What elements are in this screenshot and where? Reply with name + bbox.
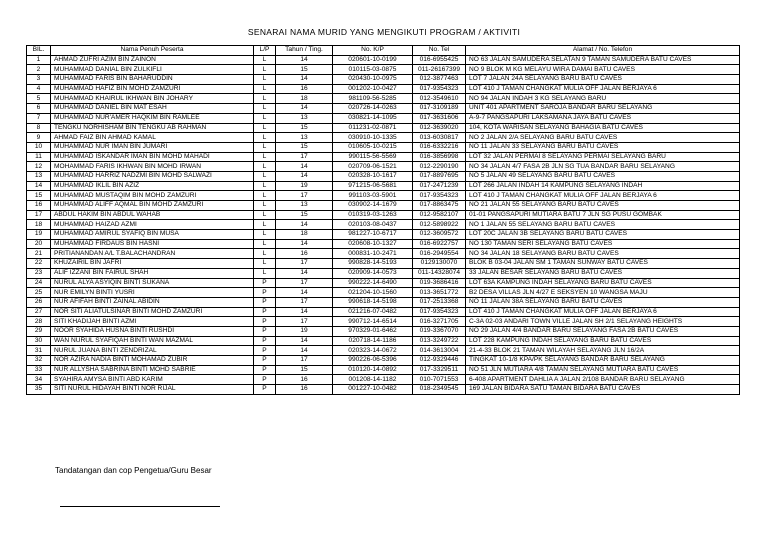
cell-ic-number: 001208-14-1182: [333, 375, 413, 385]
table-row: [27, 259, 740, 269]
cell-address: NO 11 JALAN 33 SELAYANG BARU BATU CAVES: [466, 142, 740, 152]
cell-bil: 13: [27, 171, 51, 181]
cell-year-form: 17: [276, 278, 333, 288]
cell-address: LOT 266 JALAN INDAH 14 KAMPUNG SELAYANG INDAH: [466, 181, 740, 191]
cell-phone: 016-2949554: [413, 249, 466, 259]
cell-phone: 016-6332216: [413, 142, 466, 152]
participant-table: [26, 45, 740, 395]
cell-year-form: 13: [276, 201, 333, 211]
cell-bil: 4: [27, 84, 51, 94]
cell-address: BLOK B 03-04 JALAN SM 1 TAMAN SUNWAY BATU CAVES: [466, 259, 740, 269]
cell-address: 01-01 PANGSAPURI MUTIARA BATU 7 JLN SG PUSU GOMBAK: [466, 210, 740, 220]
table-row: [27, 123, 740, 133]
cell-phone: 017-3329511: [413, 365, 466, 375]
cell-ic-number: 001227-10-0482: [333, 385, 413, 395]
table-row: [27, 55, 740, 65]
cell-address: UNIT 401 APARTMENT SAROJA BANDAR BARU SELAYANG: [466, 104, 740, 114]
cell-phone: 017-9354323: [413, 307, 466, 317]
cell-address: NO 34 JALAN 18 SELAYANG BARU BATU CAVES: [466, 249, 740, 259]
cell-gender: L: [254, 84, 276, 94]
table-row: [27, 326, 740, 336]
cell-phone: 016-3856998: [413, 152, 466, 162]
cell-address: NO 21 JALAN 55 SELAYANG BARU BATU CAVES: [466, 201, 740, 211]
cell-bil: 28: [27, 317, 51, 327]
cell-ic-number: 030821-14-1095: [333, 113, 413, 123]
cell-address: LOT 7 JALAN 24A SELAYANG BARU BATU CAVES: [466, 75, 740, 85]
cell-address: NO 94 JALAN INDAH 3 KG SELAYANG BARU: [466, 94, 740, 104]
table-row: [27, 152, 740, 162]
header-gender: L/P: [254, 46, 276, 56]
cell-full-name: MUHAMMAD NUR IMAN BIN JUMARI: [51, 142, 254, 152]
cell-year-form: 14: [276, 104, 333, 114]
cell-gender: L: [254, 162, 276, 172]
table-row: [27, 84, 740, 94]
cell-ic-number: 030902-14-1679: [333, 201, 413, 211]
cell-address: NO 5 JALAN 49 SELAYANG BARU BATU CAVES: [466, 171, 740, 181]
cell-address: NO 9 BLOK M KG MELAYU WIRA DAMAI BATU CAVES: [466, 65, 740, 75]
cell-ic-number: 020608-10-1327: [333, 239, 413, 249]
cell-address: LOT 20C JALAN 3B SELAYANG BARU BATU CAVES: [466, 230, 740, 240]
cell-phone: 018-2349545: [413, 385, 466, 395]
cell-bil: 23: [27, 268, 51, 278]
table-row: [27, 365, 740, 375]
table-row: [27, 230, 740, 240]
cell-full-name: MUHAMMAD DANIAL BIN ZULKIFLI: [51, 65, 254, 75]
cell-year-form: 17: [276, 191, 333, 201]
cell-bil: 17: [27, 210, 51, 220]
cell-gender: L: [254, 142, 276, 152]
cell-ic-number: 020718-14-1186: [333, 336, 413, 346]
cell-address: C-3A 02-03 ANDARI TOWN VILLE JALAN SH 2/1 SELAYANG HEIGHTS: [466, 317, 740, 327]
cell-ic-number: 010120-14-0892: [333, 365, 413, 375]
cell-gender: L: [254, 152, 276, 162]
cell-bil: 32: [27, 356, 51, 366]
cell-bil: 19: [27, 230, 51, 240]
cell-phone: 012-9329446: [413, 356, 466, 366]
cell-bil: 5: [27, 94, 51, 104]
cell-ic-number: 000831-10-2471: [333, 249, 413, 259]
cell-year-form: 14: [276, 288, 333, 298]
cell-phone: 011-26167399: [413, 65, 466, 75]
cell-full-name: KHUZAIRIL BIN JAFRI: [51, 259, 254, 269]
cell-phone: 012-5898922: [413, 220, 466, 230]
cell-phone: 012-3639020: [413, 123, 466, 133]
cell-bil: 16: [27, 201, 51, 211]
table-row: [27, 113, 740, 123]
cell-ic-number: 001202-10-0427: [333, 84, 413, 94]
table-row: [27, 307, 740, 317]
cell-full-name: NURUL JUANA BINTI ZENDRIZAL: [51, 346, 254, 356]
cell-ic-number: 020328-10-1617: [333, 171, 413, 181]
cell-address: NO 2 JALAN 2/A SELAYANG BARU BATU CAVES: [466, 133, 740, 143]
cell-year-form: 15: [276, 123, 333, 133]
table-row: [27, 191, 740, 201]
cell-address: B2 DESA VILLAS JLN 4/27 E SEKSYEN 10 WANGSA MAJU: [466, 288, 740, 298]
cell-bil: 33: [27, 365, 51, 375]
cell-gender: P: [254, 278, 276, 288]
cell-address: LOT 32 JALAN PERMAI 8 SELAYANG PERMAI SELAYANG BARU: [466, 152, 740, 162]
cell-bil: 30: [27, 336, 51, 346]
cell-year-form: 14: [276, 239, 333, 249]
cell-address: NO 11 JALAN 38A SELAYANG BARU BATU CAVES: [466, 297, 740, 307]
cell-full-name: MUHAMMAD FIRDAUS BIN HASNI: [51, 239, 254, 249]
cell-full-name: SITI KHADIJAH BINTI AZMI: [51, 317, 254, 327]
cell-year-form: 19: [276, 326, 333, 336]
cell-bil: 12: [27, 162, 51, 172]
cell-ic-number: 020430-10-0975: [333, 75, 413, 85]
cell-gender: L: [254, 259, 276, 269]
cell-address: 104, KOTA WARISAN SELAYANG BAHAGIA BATU CAVES: [466, 123, 740, 133]
cell-ic-number: 020601-10-0199: [333, 55, 413, 65]
cell-ic-number: 990222-14-6490: [333, 278, 413, 288]
cell-gender: P: [254, 385, 276, 395]
cell-address: NO 34 JALAN 4/7 FASA 2B JLN SG TUA BANDAR BARU SELAYANG: [466, 162, 740, 172]
cell-phone: 017-9354323: [413, 191, 466, 201]
cell-address: NO 1 JALAN 55 SELAYANG BARU BATU CAVES: [466, 220, 740, 230]
cell-ic-number: 021216-07-0482: [333, 307, 413, 317]
cell-ic-number: 020323-14-0672: [333, 346, 413, 356]
cell-full-name: AHMAD FAIZ BIN AHMAD KAMAL: [51, 133, 254, 143]
cell-bil: 27: [27, 307, 51, 317]
cell-phone: 012-9582107: [413, 210, 466, 220]
table-row: [27, 268, 740, 278]
table-row: [27, 220, 740, 230]
table-row: [27, 317, 740, 327]
table-row: [27, 171, 740, 181]
cell-ic-number: 981227-10-6717: [333, 230, 413, 240]
cell-gender: L: [254, 191, 276, 201]
cell-bil: 24: [27, 278, 51, 288]
cell-phone: 010-7071553: [413, 375, 466, 385]
cell-gender: P: [254, 307, 276, 317]
cell-full-name: ALIF IZZANI BIN FAIRUL SHAH: [51, 268, 254, 278]
cell-year-form: 14: [276, 220, 333, 230]
cell-full-name: NUR AFIFAH BINTI ZAINAL ABIDIN: [51, 297, 254, 307]
cell-phone: 017-8863475: [413, 201, 466, 211]
table-row: [27, 94, 740, 104]
cell-gender: L: [254, 104, 276, 114]
cell-phone: 013-6030817: [413, 133, 466, 143]
cell-year-form: 14: [276, 268, 333, 278]
cell-gender: P: [254, 356, 276, 366]
cell-address: TINGKAT 10-1/8 KPA/PK SELAYANG BANDAR BARU SELAYANG: [466, 356, 740, 366]
cell-bil: 10: [27, 142, 51, 152]
cell-ic-number: 971215-06-5681: [333, 181, 413, 191]
table-row: [27, 346, 740, 356]
cell-bil: 20: [27, 239, 51, 249]
cell-year-form: 16: [276, 84, 333, 94]
cell-bil: 34: [27, 375, 51, 385]
cell-gender: L: [254, 181, 276, 191]
cell-bil: 15: [27, 191, 51, 201]
table-row: [27, 104, 740, 114]
cell-full-name: WAN NURUL SYAFIQAH BINTI WAN MAZMAL: [51, 336, 254, 346]
cell-full-name: MUHAMMAD KHAIRUL IKHWAN BIN JOHARY: [51, 94, 254, 104]
table-row: [27, 181, 740, 191]
header-ic-number: No. K/P: [333, 46, 413, 56]
cell-phone: 012-2290190: [413, 162, 466, 172]
cell-ic-number: 020909-14-0573: [333, 268, 413, 278]
cell-ic-number: 990226-06-5396: [333, 356, 413, 366]
cell-phone: 016-6955425: [413, 55, 466, 65]
cell-year-form: 15: [276, 365, 333, 375]
cell-full-name: MUHAMMAD HAIZAD AZMI: [51, 220, 254, 230]
cell-full-name: SITI NURUL HIDAYAH BINTI NOR RIJAL: [51, 385, 254, 395]
cell-year-form: 14: [276, 346, 333, 356]
cell-address: LOT 410 J TAMAN CHANGKAT MULIA OFF JALAN BERJAYA 6: [466, 84, 740, 94]
cell-ic-number: 020103-08-0437: [333, 220, 413, 230]
cell-ic-number: 990115-56-5569: [333, 152, 413, 162]
cell-gender: P: [254, 375, 276, 385]
cell-phone: 017-2513368: [413, 297, 466, 307]
cell-bil: 6: [27, 104, 51, 114]
cell-full-name: MUHAMMAD AMIRUL SYAFIQ BIN MUSA: [51, 230, 254, 240]
cell-ic-number: 010115-03-0875: [333, 65, 413, 75]
cell-bil: 26: [27, 297, 51, 307]
cell-gender: P: [254, 365, 276, 375]
cell-gender: P: [254, 297, 276, 307]
cell-gender: P: [254, 317, 276, 327]
cell-bil: 21: [27, 249, 51, 259]
cell-bil: 18: [27, 220, 51, 230]
cell-gender: L: [254, 230, 276, 240]
cell-gender: L: [254, 210, 276, 220]
cell-ic-number: 990618-14-5198: [333, 297, 413, 307]
header-bil: BIL.: [27, 46, 51, 56]
cell-full-name: AHMAD ZUFRI AZIM BIN ZAINON: [51, 55, 254, 65]
cell-gender: L: [254, 268, 276, 278]
cell-year-form: 14: [276, 75, 333, 85]
cell-full-name: MUHAMMAD FARIS BIN BAHARUDDIN: [51, 75, 254, 85]
cell-phone: 017-3631606: [413, 113, 466, 123]
table-row: [27, 356, 740, 366]
cell-gender: L: [254, 75, 276, 85]
cell-full-name: TENGKU NORHISHAM BIN TENGKU AB RAHMAN: [51, 123, 254, 133]
cell-address: NO 130 TAMAN SERI SELAYANG BATU CAVES: [466, 239, 740, 249]
cell-gender: L: [254, 133, 276, 143]
cell-bil: 22: [27, 259, 51, 269]
cell-bil: 35: [27, 385, 51, 395]
cell-full-name: MOHAMMAD FARIS IKHWAN BIN MOHD IRWAN: [51, 162, 254, 172]
cell-year-form: 15: [276, 65, 333, 75]
cell-address: NO 29 JALAN 4/4 BANDAR BARU SELAYANG FASA 2B BATU CAVES: [466, 326, 740, 336]
table-row: [27, 239, 740, 249]
cell-phone: 016-3271705: [413, 317, 466, 327]
cell-gender: L: [254, 123, 276, 133]
cell-gender: L: [254, 113, 276, 123]
cell-phone: 012-3549610: [413, 94, 466, 104]
cell-address: 169 JALAN BIDARA SATU TAMAN BIDARA BATU CAVES: [466, 385, 740, 395]
header-year-form: Tahun / Ting.: [276, 46, 333, 56]
cell-gender: P: [254, 288, 276, 298]
cell-year-form: 15: [276, 210, 333, 220]
cell-full-name: MUHAMMAD HAFIZ BIN MOHD ZAMZURI: [51, 84, 254, 94]
cell-gender: L: [254, 171, 276, 181]
cell-ic-number: 011231-02-0871: [333, 123, 413, 133]
cell-bil: 29: [27, 326, 51, 336]
cell-year-form: 14: [276, 336, 333, 346]
cell-ic-number: 990712-14-6514: [333, 317, 413, 327]
cell-bil: 11: [27, 152, 51, 162]
table-row: [27, 142, 740, 152]
cell-gender: L: [254, 239, 276, 249]
cell-year-form: 16: [276, 249, 333, 259]
cell-gender: L: [254, 220, 276, 230]
cell-full-name: NURUL ALYA ASYIQIN BINTI SUKANA: [51, 278, 254, 288]
cell-year-form: 16: [276, 375, 333, 385]
signature-label: Tandatangan dan cop Pengetua/Guru Besar: [55, 466, 212, 475]
cell-year-form: 17: [276, 259, 333, 269]
cell-address: LOT 410 J TAMAN CHANGKAT MULIA OFF JALAN BERJAYA 6: [466, 307, 740, 317]
table-row: [27, 201, 740, 211]
cell-bil: 25: [27, 288, 51, 298]
cell-phone: 012-3877463: [413, 75, 466, 85]
cell-phone: 017-2471239: [413, 181, 466, 191]
cell-address: 6-408 APARTMENT DAHLIA A JALAN 2/108 BANDAR BARU SELAYANG: [466, 375, 740, 385]
cell-full-name: MUHAMMAD MUSTAQIM BIN MOHD ZAMZURI: [51, 191, 254, 201]
cell-bil: 1: [27, 55, 51, 65]
cell-year-form: 14: [276, 55, 333, 65]
cell-phone: 014-3613004: [413, 346, 466, 356]
table-row: [27, 336, 740, 346]
cell-address: LOT 410 J TAMAN CHANGKAT MULIA OFF JALAN BERJAYA 6: [466, 191, 740, 201]
table-row: [27, 210, 740, 220]
cell-gender: L: [254, 65, 276, 75]
cell-address: LOT 63A KAMPUNG INDAH SELAYANG BARU BATU CAVES: [466, 278, 740, 288]
cell-year-form: 17: [276, 317, 333, 327]
cell-full-name: SYAHIRA AMYSA BINTI ABD KARIM: [51, 375, 254, 385]
cell-year-form: 17: [276, 297, 333, 307]
table-row: [27, 278, 740, 288]
cell-phone: 019-3367070: [413, 326, 466, 336]
table-row: [27, 75, 740, 85]
cell-full-name: MUHAMMAD ALIFF AQMAL BIN MOHD ZAMZURI: [51, 201, 254, 211]
cell-full-name: NOOR SYAHIDA HUSNA BINTI RUSHDI: [51, 326, 254, 336]
table-row: [27, 288, 740, 298]
cell-bil: 31: [27, 346, 51, 356]
cell-full-name: MUHAMMAD IKLIL BIN AZIZ: [51, 181, 254, 191]
cell-gender: P: [254, 326, 276, 336]
cell-bil: 3: [27, 75, 51, 85]
cell-phone: 012-3609572: [413, 230, 466, 240]
cell-bil: 7: [27, 113, 51, 123]
cell-address: 33 JALAN BESAR SELAYANG BARU BATU CAVES: [466, 268, 740, 278]
cell-full-name: ABDUL HAKIM BIN ABDUL WAHAB: [51, 210, 254, 220]
cell-full-name: MUHAMMAD HARRIZ NADZMI BIN MOHD SALWAZI: [51, 171, 254, 181]
cell-address: NO 51 JLN MUTIARA 4/8 TAMAN SELAYANG MUTIARA BATU CAVES: [466, 365, 740, 375]
cell-bil: 9: [27, 133, 51, 143]
cell-ic-number: 991103-03-5901: [333, 191, 413, 201]
cell-bil: 2: [27, 65, 51, 75]
cell-year-form: 14: [276, 162, 333, 172]
cell-bil: 14: [27, 181, 51, 191]
cell-ic-number: 030910-10-1335: [333, 133, 413, 143]
cell-phone: 011-14328074: [413, 268, 466, 278]
cell-ic-number: 010319-03-1263: [333, 210, 413, 220]
cell-phone: 013-3651772: [413, 288, 466, 298]
cell-year-form: 14: [276, 171, 333, 181]
table-row: [27, 375, 740, 385]
cell-ic-number: 970329-01-6462: [333, 326, 413, 336]
cell-phone: 013-3249722: [413, 336, 466, 346]
cell-full-name: PRITIANANDAN A/L T.BALACHANDRAN: [51, 249, 254, 259]
cell-full-name: NUR EMILYN BINTI YUSRI: [51, 288, 254, 298]
cell-year-form: 17: [276, 152, 333, 162]
cell-year-form: 18: [276, 230, 333, 240]
signature-line: [60, 506, 220, 507]
header-address: Alamat / No. Telefon: [466, 46, 740, 56]
cell-year-form: 18: [276, 94, 333, 104]
table-row: [27, 65, 740, 75]
cell-gender: P: [254, 336, 276, 346]
cell-year-form: 13: [276, 113, 333, 123]
cell-phone: 017-8897695: [413, 171, 466, 181]
cell-full-name: NOR AZIRA NADIA BINTI MOHAMAD ZUBIR: [51, 356, 254, 366]
cell-phone: 017-9354323: [413, 84, 466, 94]
cell-year-form: 14: [276, 307, 333, 317]
cell-ic-number: 020726-14-0263: [333, 104, 413, 114]
cell-phone: 016-6922757: [413, 239, 466, 249]
cell-address: A-9-7 PANGSAPURI LAKSAMANA JAYA BATU CAVES: [466, 113, 740, 123]
cell-full-name: NUR ALLYSHA SABRINA BINTI MOHD SABRIE: [51, 365, 254, 375]
document-title: SENARAI NAMA MURID YANG MENGIKUTI PROGRAM / AKTIVITI: [247, 27, 521, 37]
cell-full-name: MUHAMMAD ISKANDAR IMAN BIN MOHD MAHADI: [51, 152, 254, 162]
table-row: [27, 133, 740, 143]
cell-gender: L: [254, 94, 276, 104]
header-phone: No. Tel: [413, 46, 466, 56]
cell-ic-number: 020709-06-1521: [333, 162, 413, 172]
cell-address: LOT 228 KAMPUNG INDAH SELAYANG BARU BATU CAVES: [466, 336, 740, 346]
table-header-row: [27, 46, 740, 56]
cell-address: 21-4-33 BLOK 21 TAMAN WILAYAH SELAYANG JLN 16/2A: [466, 346, 740, 356]
cell-bil: 8: [27, 123, 51, 133]
cell-full-name: MUHAMMAD NUR'AMER HAQKIM BIN RAMLEE: [51, 113, 254, 123]
cell-phone: 0129130070: [413, 259, 466, 269]
table-row: [27, 162, 740, 172]
cell-full-name: MUHAMMAD DANIEL BIN MAT ESAH: [51, 104, 254, 114]
cell-year-form: 19: [276, 181, 333, 191]
cell-ic-number: 010605-10-0215: [333, 142, 413, 152]
table-body: [27, 55, 740, 394]
cell-ic-number: 981109-56-5285: [333, 94, 413, 104]
cell-year-form: 17: [276, 356, 333, 366]
cell-full-name: NOR SITI ALIATULSINAR BINTI MOHD ZAMZURI: [51, 307, 254, 317]
cell-phone: 019-3686416: [413, 278, 466, 288]
table-row: [27, 297, 740, 307]
table-row: [27, 249, 740, 259]
cell-phone: 017-3109189: [413, 104, 466, 114]
cell-year-form: 15: [276, 142, 333, 152]
table-row: [27, 385, 740, 395]
cell-gender: P: [254, 346, 276, 356]
cell-ic-number: 990828-14-5193: [333, 259, 413, 269]
cell-address: NO 63 JALAN SAMUDERA SELATAN 9 TAMAN SAMUDERA BATU CAVES: [466, 55, 740, 65]
cell-gender: L: [254, 55, 276, 65]
cell-ic-number: 021204-10-1560: [333, 288, 413, 298]
cell-gender: L: [254, 201, 276, 211]
cell-gender: L: [254, 249, 276, 259]
cell-year-form: 16: [276, 385, 333, 395]
header-full-name: Nama Penuh Peserta: [51, 46, 254, 56]
cell-year-form: 13: [276, 133, 333, 143]
